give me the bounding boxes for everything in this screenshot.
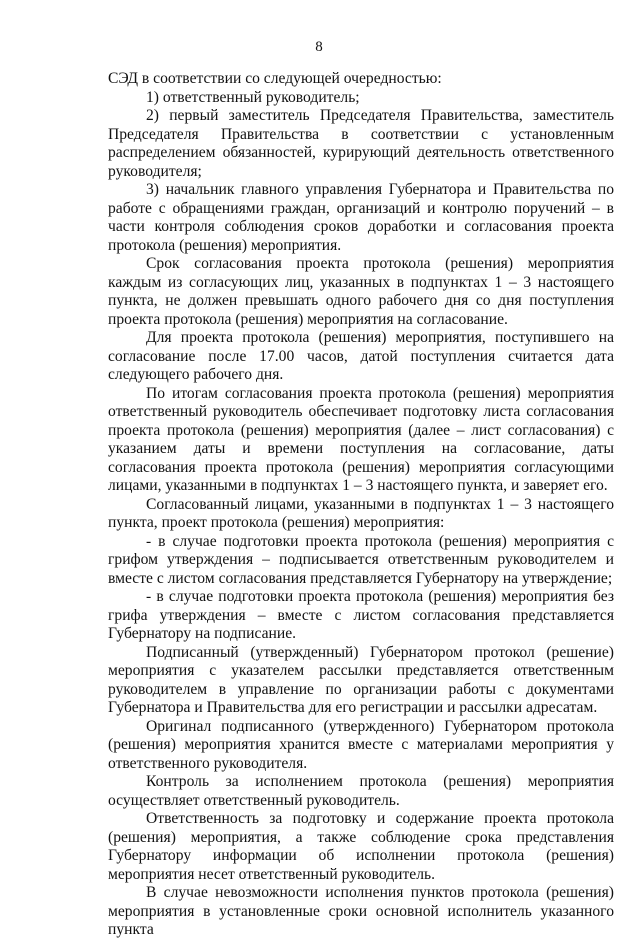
paragraph-after-hours: Для проекта протокола (решения) мероприятия, поступившего на согласование после 17.00 часов, датой поступления считается дата следующего рабочего дня.	[108, 329, 614, 383]
paragraph-approval-term: Срок согласования проекта протокола (решения) мероприятия каждым из согласующих лиц, указанных в подпунктах 1 – 3 настоящего пункта, не должен превышать одного рабочего дня со дня поступления проекта протокола (решения) мероприятия на согласование.	[108, 255, 614, 328]
dash-item-with-stamp: - в случае подготовки проекта протокола (решения) мероприятия с грифом утверждения – подписывается ответственным руководителем и вместе с листом согласования представляется Губернатору на утверждение;	[108, 532, 614, 587]
paragraph-approved-draft: Согласованный лицами, указанными в подпунктах 1 – 3 настоящего пункта, проект протокола (решения) мероприятия:	[108, 495, 614, 531]
paragraph-approval-sheet: По итогам согласования проекта протокола (решения) мероприятия ответственный руководитель обеспечивает подготовку листа согласования проекта протокола (решения) мероприятия (далее – лист согласования) с указанием даты и времени поступления на согласование, даты согласования проекта протокола (решения) мероприятия согласующими лицами, указанными в подпунктах 1 – 3 настоящего пункта, и заверяет его.	[108, 384, 614, 494]
paragraph-intro: СЭД в соответствии со следующей очередностью:	[108, 70, 442, 87]
list-item-2: 2) первый заместитель Председателя Правительства, заместитель Председателя Правительства в соответствии с установленным распределением обязанностей, курирующий деятельность ответственного руководителя;	[108, 107, 614, 180]
paragraph-original-storage: Оригинал подписанного (утвержденного) Губернатором протокола (решения) мероприятия хранится вместе с материалами мероприятия у ответственного руководителя.	[108, 717, 614, 772]
paragraph-signed-protocol: Подписанный (утвержденный) Губернатором протокол (решение) мероприятия с указателем рассылки представляется ответственным руководителем в управление по организации работы с документами Губернатора и Правительства для его регистрации и рассылки адресатам.	[108, 643, 614, 716]
dash-item-without-stamp: - в случае подготовки проекта протокола (решения) мероприятия без грифа утверждения – вместе с листом согласования представляется Губернатору на подписание.	[108, 588, 614, 642]
document-body	[108, 70, 614, 940]
paragraph-impossibility: В случае невозможности исполнения пунктов протокола (решения) мероприятия в установленные сроки основной исполнитель указанного пункта	[108, 884, 614, 938]
page-number: 8	[315, 39, 323, 55]
list-item-1: 1) ответственный руководитель;	[146, 88, 360, 106]
paragraph-control: Контроль за исполнением протокола (решения) мероприятия осуществляет ответственный руководитель.	[108, 773, 614, 809]
paragraph-responsibility: Ответственность за подготовку и содержание проекта протокола (решения) мероприятия, а также соблюдение срока представления Губернатору информации об исполнении протокола (решения) мероприятия несет ответственный руководитель.	[108, 810, 614, 883]
list-item-3: 3) начальник главного управления Губернатора и Правительства по работе с обращениями граждан, организаций и контролю поручений – в части контроля соблюдения сроков доработки и согласования проекта протокола (решения) мероприятия.	[108, 181, 614, 254]
